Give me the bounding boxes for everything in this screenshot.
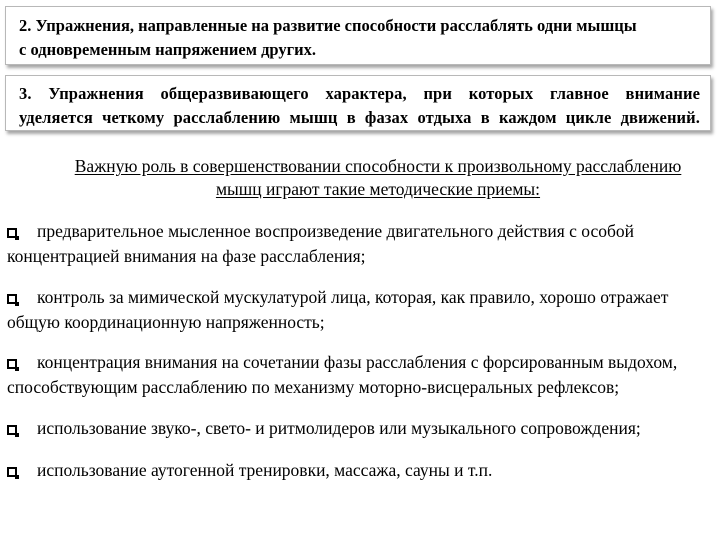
bullet-text-line-2: концентрацией внимания на фазе расслабления;	[7, 246, 366, 266]
bullet-text-line-1: предварительное мысленное воспроизведение двигательного действия с особой	[37, 221, 634, 241]
section-2-line-1: 2. Упражнения, направленные на развитие способности расслаблять одни мышцы	[19, 16, 637, 35]
bullet-item	[7, 350, 711, 400]
bullet-text-line-2: общую координационную напряженность;	[7, 312, 325, 332]
bullet-text-line-1: использование звуко-, свето- и ритмолидеров или музыкального сопровождения;	[37, 418, 641, 438]
bullet-item	[7, 285, 711, 335]
bullet-text-line-1: концентрация внимания на сочетании фазы расслабления с форсированным выдохом,	[37, 352, 678, 372]
checkbox-bullet-icon	[7, 467, 17, 477]
section-3-line-2: уделяется четкому расслаблению мышц в фазах отдыха в каждом цикле движений.	[19, 108, 700, 127]
checkbox-bullet-icon	[7, 294, 17, 304]
intro-line-2: мышц играют такие методические приемы:	[215, 179, 541, 199]
section-2-line-2: с одновременным напряжением других.	[19, 40, 316, 59]
bullet-text-line-2: способствующим расслаблению по механизму моторно-висцеральных рефлексов;	[7, 377, 620, 397]
bullet-text-line-1: использование аутогенной тренировки, массажа, сауны и т.п.	[37, 460, 493, 480]
intro-line-1: Важную роль в совершенствовании способности к произвольному расслаблению	[74, 156, 682, 176]
bullet-item	[7, 416, 711, 441]
section-3-line-1: 3. Упражнения общеразвивающего характера, при которых главное внимание	[19, 84, 700, 103]
checkbox-bullet-icon	[7, 425, 17, 435]
bullet-item	[7, 219, 711, 269]
bullet-item	[7, 458, 711, 483]
checkbox-bullet-icon	[7, 359, 17, 369]
checkbox-bullet-icon	[7, 228, 17, 238]
intro-paragraph	[50, 155, 706, 201]
section-2-box	[5, 6, 711, 65]
section-3-box	[5, 75, 711, 131]
bullet-text-line-1: контроль за мимической мускулатурой лица, которая, как правило, хорошо отражает	[37, 287, 669, 307]
